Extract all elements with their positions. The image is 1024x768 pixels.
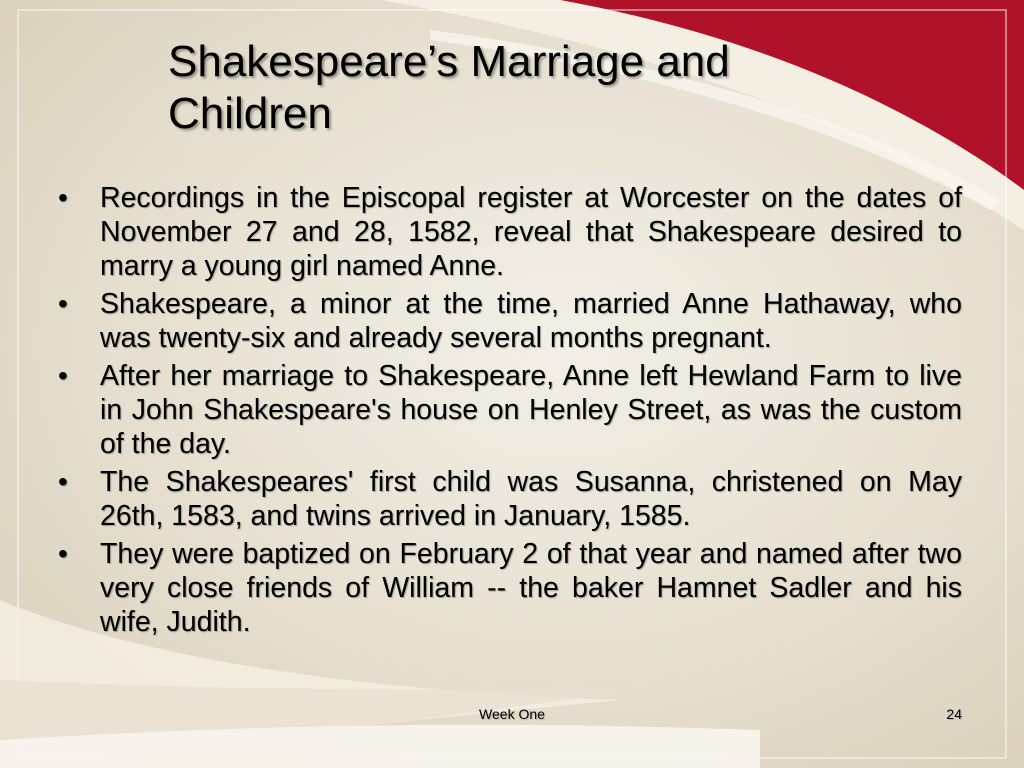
- bullet-text: Recordings in the Episcopal register at Worcester on the dates of November 27 and 28, 1582, reveal that Shakespeare desired to marry a young girl named Anne.: [100, 182, 962, 282]
- list-item: [58, 181, 962, 283]
- list-item: [58, 359, 962, 461]
- bullet-text: After her marriage to Shakespeare, Anne left Hewland Farm to live in John Shakespeare's house on Henley Street, as was the custom of the day.: [100, 360, 962, 460]
- list-item: [58, 537, 962, 639]
- slide-footer: [0, 704, 1024, 724]
- bullet-text: They were baptized on February 2 of that year and named after two very close friends of William -- the baker Hamnet Sadler and his wife, Judith.: [100, 538, 962, 638]
- bullet-list: [58, 181, 962, 643]
- bullet-text: Shakespeare, a minor at the time, married Anne Hathaway, who was twenty-six and already several months pregnant.: [100, 288, 962, 354]
- page-number: 24: [946, 706, 962, 722]
- slide-title: Shakespeare’s Marriage and Children: [168, 37, 730, 138]
- list-item: [58, 287, 962, 355]
- list-item: [58, 465, 962, 533]
- bullet-marker: •: [58, 360, 68, 391]
- bullet-marker: •: [58, 288, 68, 319]
- bullet-marker: •: [58, 182, 68, 213]
- bullet-marker: •: [58, 538, 68, 569]
- footer-text: Week One: [479, 706, 545, 722]
- bullet-marker: •: [58, 466, 68, 497]
- bullet-text: The Shakespeares' first child was Susanna, christened on May 26th, 1583, and twins arrived in January, 1585.: [100, 466, 962, 532]
